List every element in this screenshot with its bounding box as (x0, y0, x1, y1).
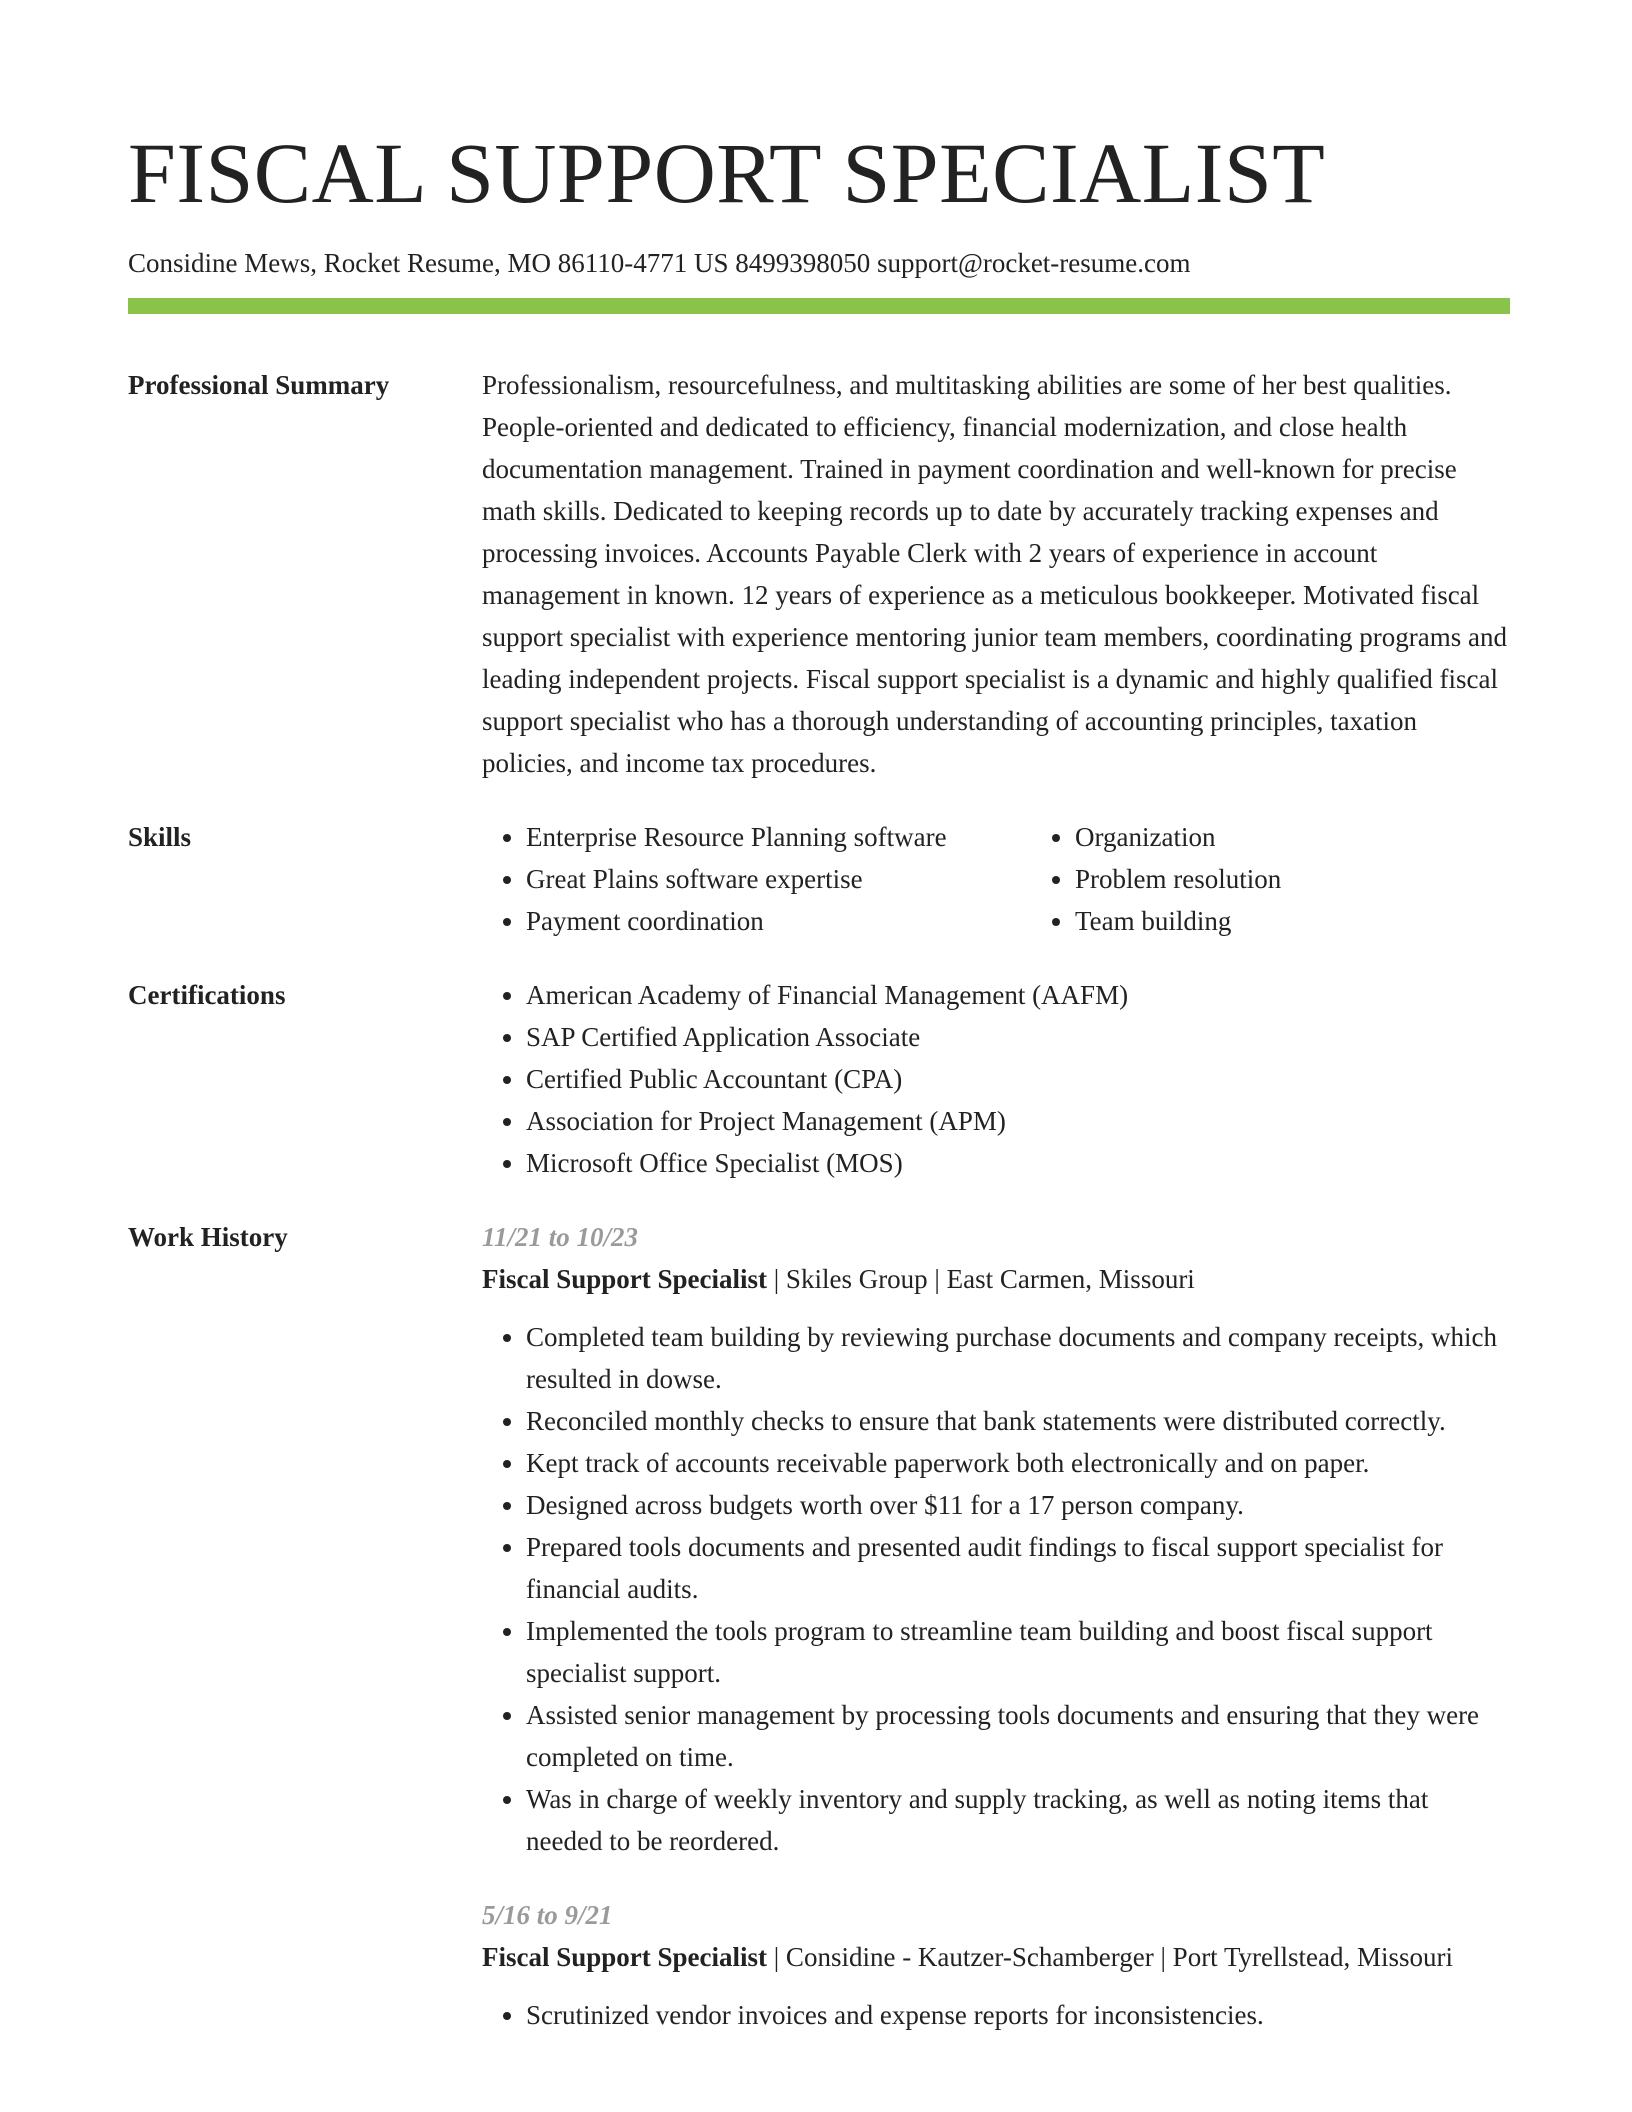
certification-item: • Certified Public Accountant (CPA) (526, 1058, 1510, 1100)
summary-section (128, 364, 1510, 784)
skill-item: • Enterprise Resource Planning software (526, 816, 1031, 858)
skill-item: • Team building (1075, 900, 1510, 942)
job-title: Fiscal Support Specialist (482, 1264, 768, 1294)
certifications-label: Certifications (128, 980, 286, 1010)
certifications-section (128, 974, 1510, 1184)
job-bullet: • Reconciled monthly checks to ensure that bank statements were distributed correctly. (526, 1400, 1510, 1442)
job-bullet: • Assisted senior management by processing tools documents and ensuring that they were completed on time. (526, 1694, 1510, 1778)
job-bullets (482, 1316, 1510, 1862)
job-entry (482, 1216, 1510, 1862)
skills-list-right (1031, 816, 1510, 942)
job-details: | Skiles Group | East Carmen, Missouri (767, 1264, 1195, 1294)
job-entry (482, 1894, 1510, 2036)
job-bullets (482, 1994, 1510, 2036)
resume-title: FISCAL SUPPORT SPECIALIST (128, 125, 1326, 221)
certification-item: • American Academy of Financial Management (AAFM) (526, 974, 1510, 1016)
certification-item: • Association for Project Management (APM) (526, 1100, 1510, 1142)
job-bullet: • Completed team building by reviewing purchase documents and company receipts, which resulted in dowse. (526, 1316, 1510, 1400)
resume-page (128, 0, 1510, 2036)
job-bullet: • Implemented the tools program to streamline team building and boost fiscal support specialist support. (526, 1610, 1510, 1694)
summary-label: Professional Summary (128, 370, 390, 400)
work-history-label: Work History (128, 1222, 288, 1252)
contact-line (128, 246, 1510, 280)
job-bullet: • Kept track of accounts receivable paperwork both electronically and on paper. (526, 1442, 1510, 1484)
job-bullet: • Designed across budgets worth over $11 for a 17 person company. (526, 1484, 1510, 1526)
skill-item: • Payment coordination (526, 900, 1031, 942)
skills-label: Skills (128, 822, 192, 852)
job-details: | Considine - Kautzer-Schamberger | Port Tyrellstead, Missouri (767, 1942, 1454, 1972)
certification-item: • Microsoft Office Specialist (MOS) (526, 1142, 1510, 1184)
job-title-line (482, 1258, 1510, 1300)
skill-item: • Great Plains software expertise (526, 858, 1031, 900)
header-divider (128, 298, 1510, 314)
job-dates: 11/21 to 10/23 (482, 1222, 639, 1252)
job-bullet: • Was in charge of weekly inventory and supply tracking, as well as noting items that needed to be reordered. (526, 1778, 1510, 1862)
work-history-section (128, 1216, 1510, 2036)
summary-text: Professionalism, resourcefulness, and multitasking abilities are some of her best qualities. People-oriented and dedicated to efficiency, financial modernization, and close health documentation management. Trained in payment coordination and well-known for precise math skills. Dedicated to keeping records up to date by accurately tracking expenses and processing invoices. Accounts Payable Clerk with 2 years of experience in account management in known. 12 years of experience as a meticulous bookkeeper. Motivated fiscal support specialist with experience mentoring junior team members, coordinating programs and leading independent projects. Fiscal support specialist is a dynamic and highly qualified fiscal support specialist who has a thorough understanding of accounting principles, taxation policies, and income tax procedures. (482, 370, 1507, 778)
job-title-line (482, 1936, 1510, 1978)
certifications-list (482, 974, 1510, 1184)
job-bullet: • Scrutinized vendor invoices and expense reports for inconsistencies. (526, 1994, 1510, 2036)
skills-list-left (482, 816, 1031, 942)
skills-section (128, 816, 1510, 942)
certification-item: • SAP Certified Application Associate (526, 1016, 1510, 1058)
contact-email: support@rocket-resume.com (876, 248, 1191, 278)
job-dates: 5/16 to 9/21 (482, 1900, 613, 1930)
skill-item: • Organization (1075, 816, 1510, 858)
contact-address: Considine Mews, Rocket Resume, MO 86110-4771 US (128, 248, 729, 278)
contact-phone: 8499398050 (735, 248, 871, 278)
job-title: Fiscal Support Specialist (482, 1942, 768, 1972)
skill-item: • Problem resolution (1075, 858, 1510, 900)
job-bullet: • Prepared tools documents and presented audit findings to fiscal support specialist for financial audits. (526, 1526, 1510, 1610)
